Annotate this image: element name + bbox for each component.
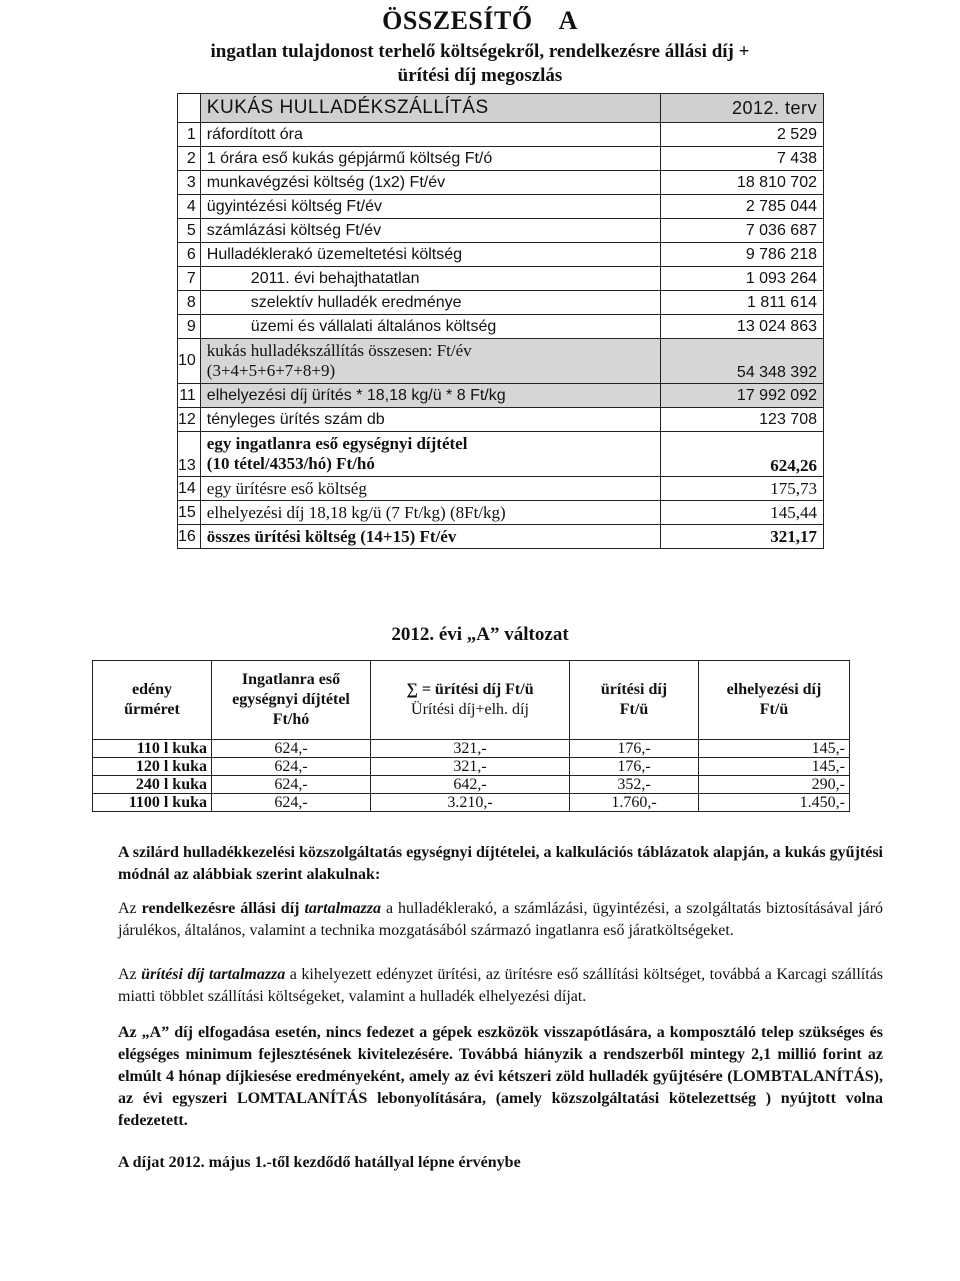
header-total-fee: ∑ = ürítési díj Ft/ü Ürítési díj+elh. díj [371,661,570,740]
paragraph-fee-acceptance: Az „A” díj elfogadása esetén, nincs fedezet a gépek eszközök visszapótlására, a komposztáló telep szükséges és elégséges minimum fejlesztésének kivitelezésére. Továbbá hiányzik a rendszerből mintegy 2,1 millió forint az elmúlt 4 hónap díjkiesése eredményeként, amely az évi kétszeri zöld hulladék gyűjtésére (LOMBTALANÍTÁS), az évi egyszeri LOMTALANÍTÁS lebonyolítására, (amely közszolgáltatási kötelezettség ) nyújtott volna fedezetett. [118,1024,883,1129]
table-heading-value: 2012. terv [661,94,824,123]
subtitle-line-2: ürítési díj megoszlás [397,65,563,86]
header-unit-fee: Ingatlanra eső egységnyi díjtétel Ft/hó [212,661,371,740]
table-row: 9 üzemi és vállalati általános költség 13 024 863 [178,315,824,339]
table-row: 6 Hulladéklerakó üzemeltetési költség 9 786 218 [178,243,824,267]
document-title [0,6,960,36]
price-table-header [93,661,850,740]
header-container-size: edény űrméret [93,661,212,740]
paragraph-effective-date: A díjat 2012. május 1.-től kezdődő hatállyal lépne érvénybe [118,1154,521,1171]
table-row: 7 2011. évi behajthatatlan 1 093 264 [178,267,824,291]
table-row: 110 l kuka 624,- 321,- 176,- 145,- [93,740,850,758]
variant-title: 2012. évi „A” változat [391,624,569,645]
title-letter: A [558,6,578,35]
table-row: 12 tényleges ürítés szám db 123 708 [178,408,824,432]
table-row: 4 ügyintézési költség Ft/év 2 785 044 [178,195,824,219]
paragraph-availability-fee: Az rendelkezésre állási díj tartalmazza a hulladéklerakó, a számlázási, ügyintézési, a szolgáltatás biztosításával járó járulékos, általános, valamint a technika mozgatásából származó ingatlanra eső járatköltségeket. [118,900,884,939]
table-row: 14 egy ürítésre eső költség 175,73 [178,477,824,501]
table-row: 11 elhelyezési díj ürítés * 18,18 kg/ü * 8 Ft/kg 17 992 092 [178,384,824,408]
price-table [92,660,850,812]
header-emptying-fee: ürítési díj Ft/ü [570,661,699,740]
title-main: ÖSSZESÍTŐ [382,6,533,35]
table-row: 5 számlázási költség Ft/év 7 036 687 [178,219,824,243]
header-disposal-fee: elhelyezési díj Ft/ü [699,661,850,740]
table-row: 8 szelektív hulladék eredménye 1 811 614 [178,291,824,315]
table-row: 120 l kuka 624,- 321,- 176,- 145,- [93,758,850,776]
table-row-total: 10 kukás hulladékszállítás összesen: Ft/év (3+4+5+6+7+8+9) 54 348 392 [178,339,824,384]
table-heading: KUKÁS HULLADÉKSZÁLLÍTÁS [200,94,660,123]
table-row: 16 összes ürítési költség (14+15) Ft/év 321,17 [178,525,824,549]
table-row: 240 l kuka 624,- 642,- 352,- 290,- [93,776,850,794]
table-row: 1 ráfordított óra 2 529 [178,123,824,147]
subtitle-line-1: ingatlan tulajdonost terhelő költségekről, rendelkezésre állási díj + [210,41,750,62]
document-subtitle [160,40,800,88]
cost-summary-table [177,93,824,549]
table-row: 15 elhelyezési díj 18,18 kg/ü (7 Ft/kg) (8Ft/kg) 145,44 [178,501,824,525]
table-row: 3 munkavégzési költség (1x2) Ft/év 18 810 702 [178,171,824,195]
table-row: 13 egy ingatlanra eső egységnyi díjtétel (10 tétel/4353/hó) Ft/hó 624,26 [178,432,824,477]
paragraph-emptying-fee: Az ürítési díj tartalmazza a kihelyezett edényzet ürítési, az ürítésre eső szállítási költséget, továbbá a Karcagi szállítás miatti többlet szállítási költségeket, valamint a hulladék elhelyezési díjat. [118,966,884,1005]
table-row: 2 1 órára eső kukás gépjármű költség Ft/ó 7 438 [178,147,824,171]
table-row: 1100 l kuka 624,- 3.210,- 1.760,- 1.450,- [93,794,850,812]
paragraph-unit-fees: A szilárd hulladékkezelési közszolgáltatás egységnyi díjtételei, a kalkulációs táblázatok alapján, a kukás gyűjtési módnál az alábbiak szerint alakulnak: [118,844,883,883]
table-header-row [178,94,824,123]
